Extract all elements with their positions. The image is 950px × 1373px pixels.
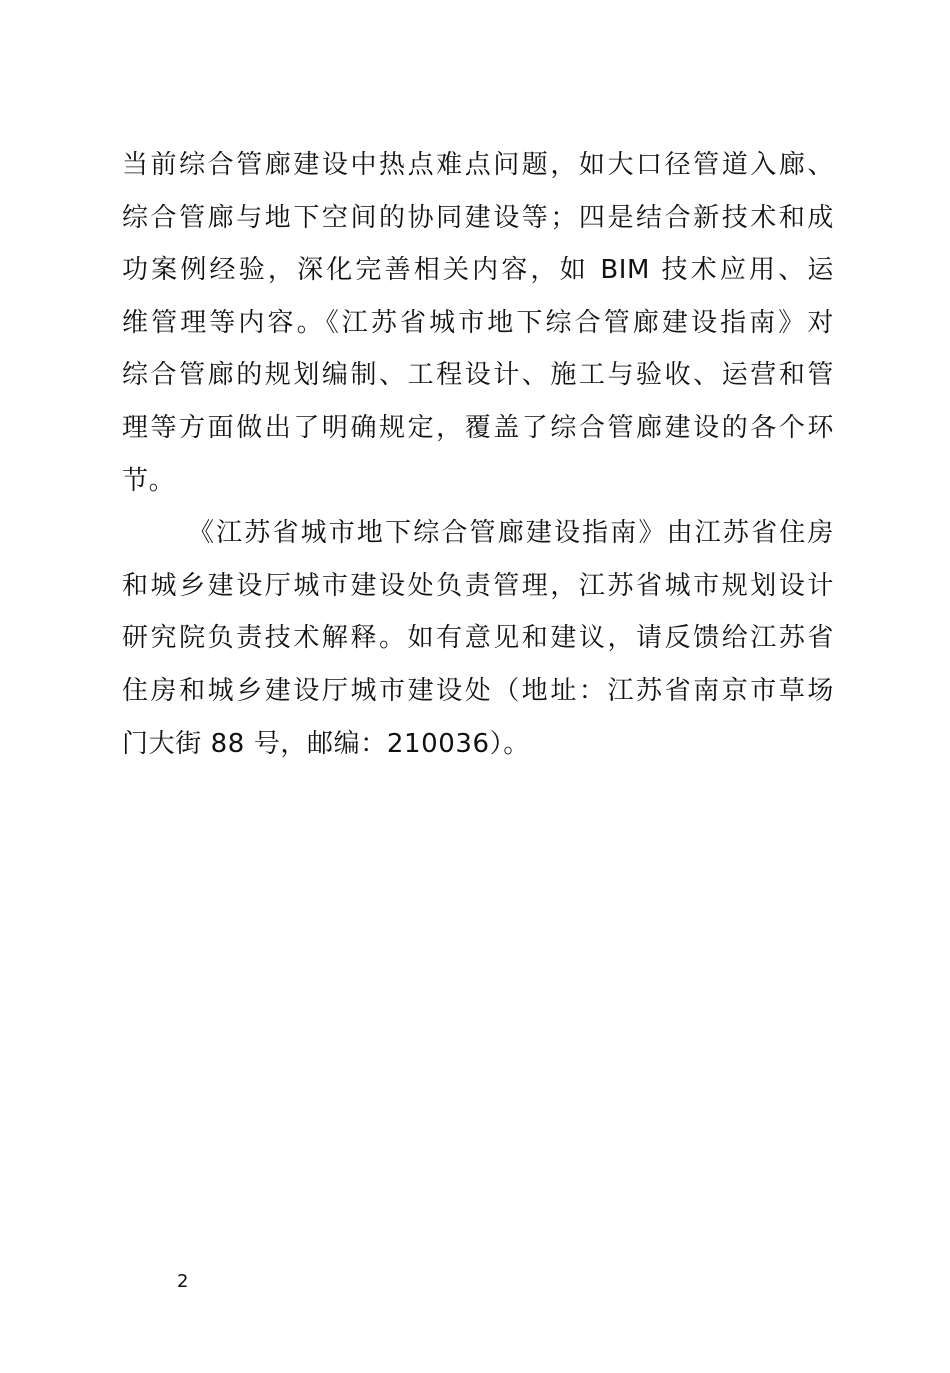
paragraph-2 [122,507,834,770]
paragraph-line: 功案例经验，深化完善相关内容，如 BIM 技术应用、运 [122,255,834,286]
paragraph-line: 研究院负责技术解释。如有意见和建议，请反馈给江苏省 [122,623,834,654]
paragraph-line: 门大街 88 号，邮编：210036）。 [122,728,530,759]
paragraph-line: 维管理等内容。《江苏省城市地下综合管廊建设指南》对 [122,307,834,338]
paragraph-line: 《江苏省城市地下综合管廊建设指南》由江苏省住房 [188,518,834,549]
page-number: 2 [177,1271,189,1292]
paragraph-line: 综合管廊的规划编制、工程设计、施工与验收、运营和管 [122,360,834,391]
paragraph-line: 当前综合管廊建设中热点难点问题，如大口径管道入廊、 [122,150,834,180]
paragraph-line: 住房和城乡建设厅城市建设处（地址：江苏省南京市草场 [122,675,834,706]
body-text [122,139,834,770]
paragraph-line: 节。 [122,465,176,496]
paragraph-line: 理等方面做出了明确规定，覆盖了综合管廊建设的各个环 [122,412,834,443]
paragraph-line: 综合管廊与地下空间的协同建设等；四是结合新技术和成 [122,202,834,233]
paragraph-1 [122,139,834,507]
paragraph-line: 和城乡建设厅城市建设处负责管理，江苏省城市规划设计 [122,570,834,601]
